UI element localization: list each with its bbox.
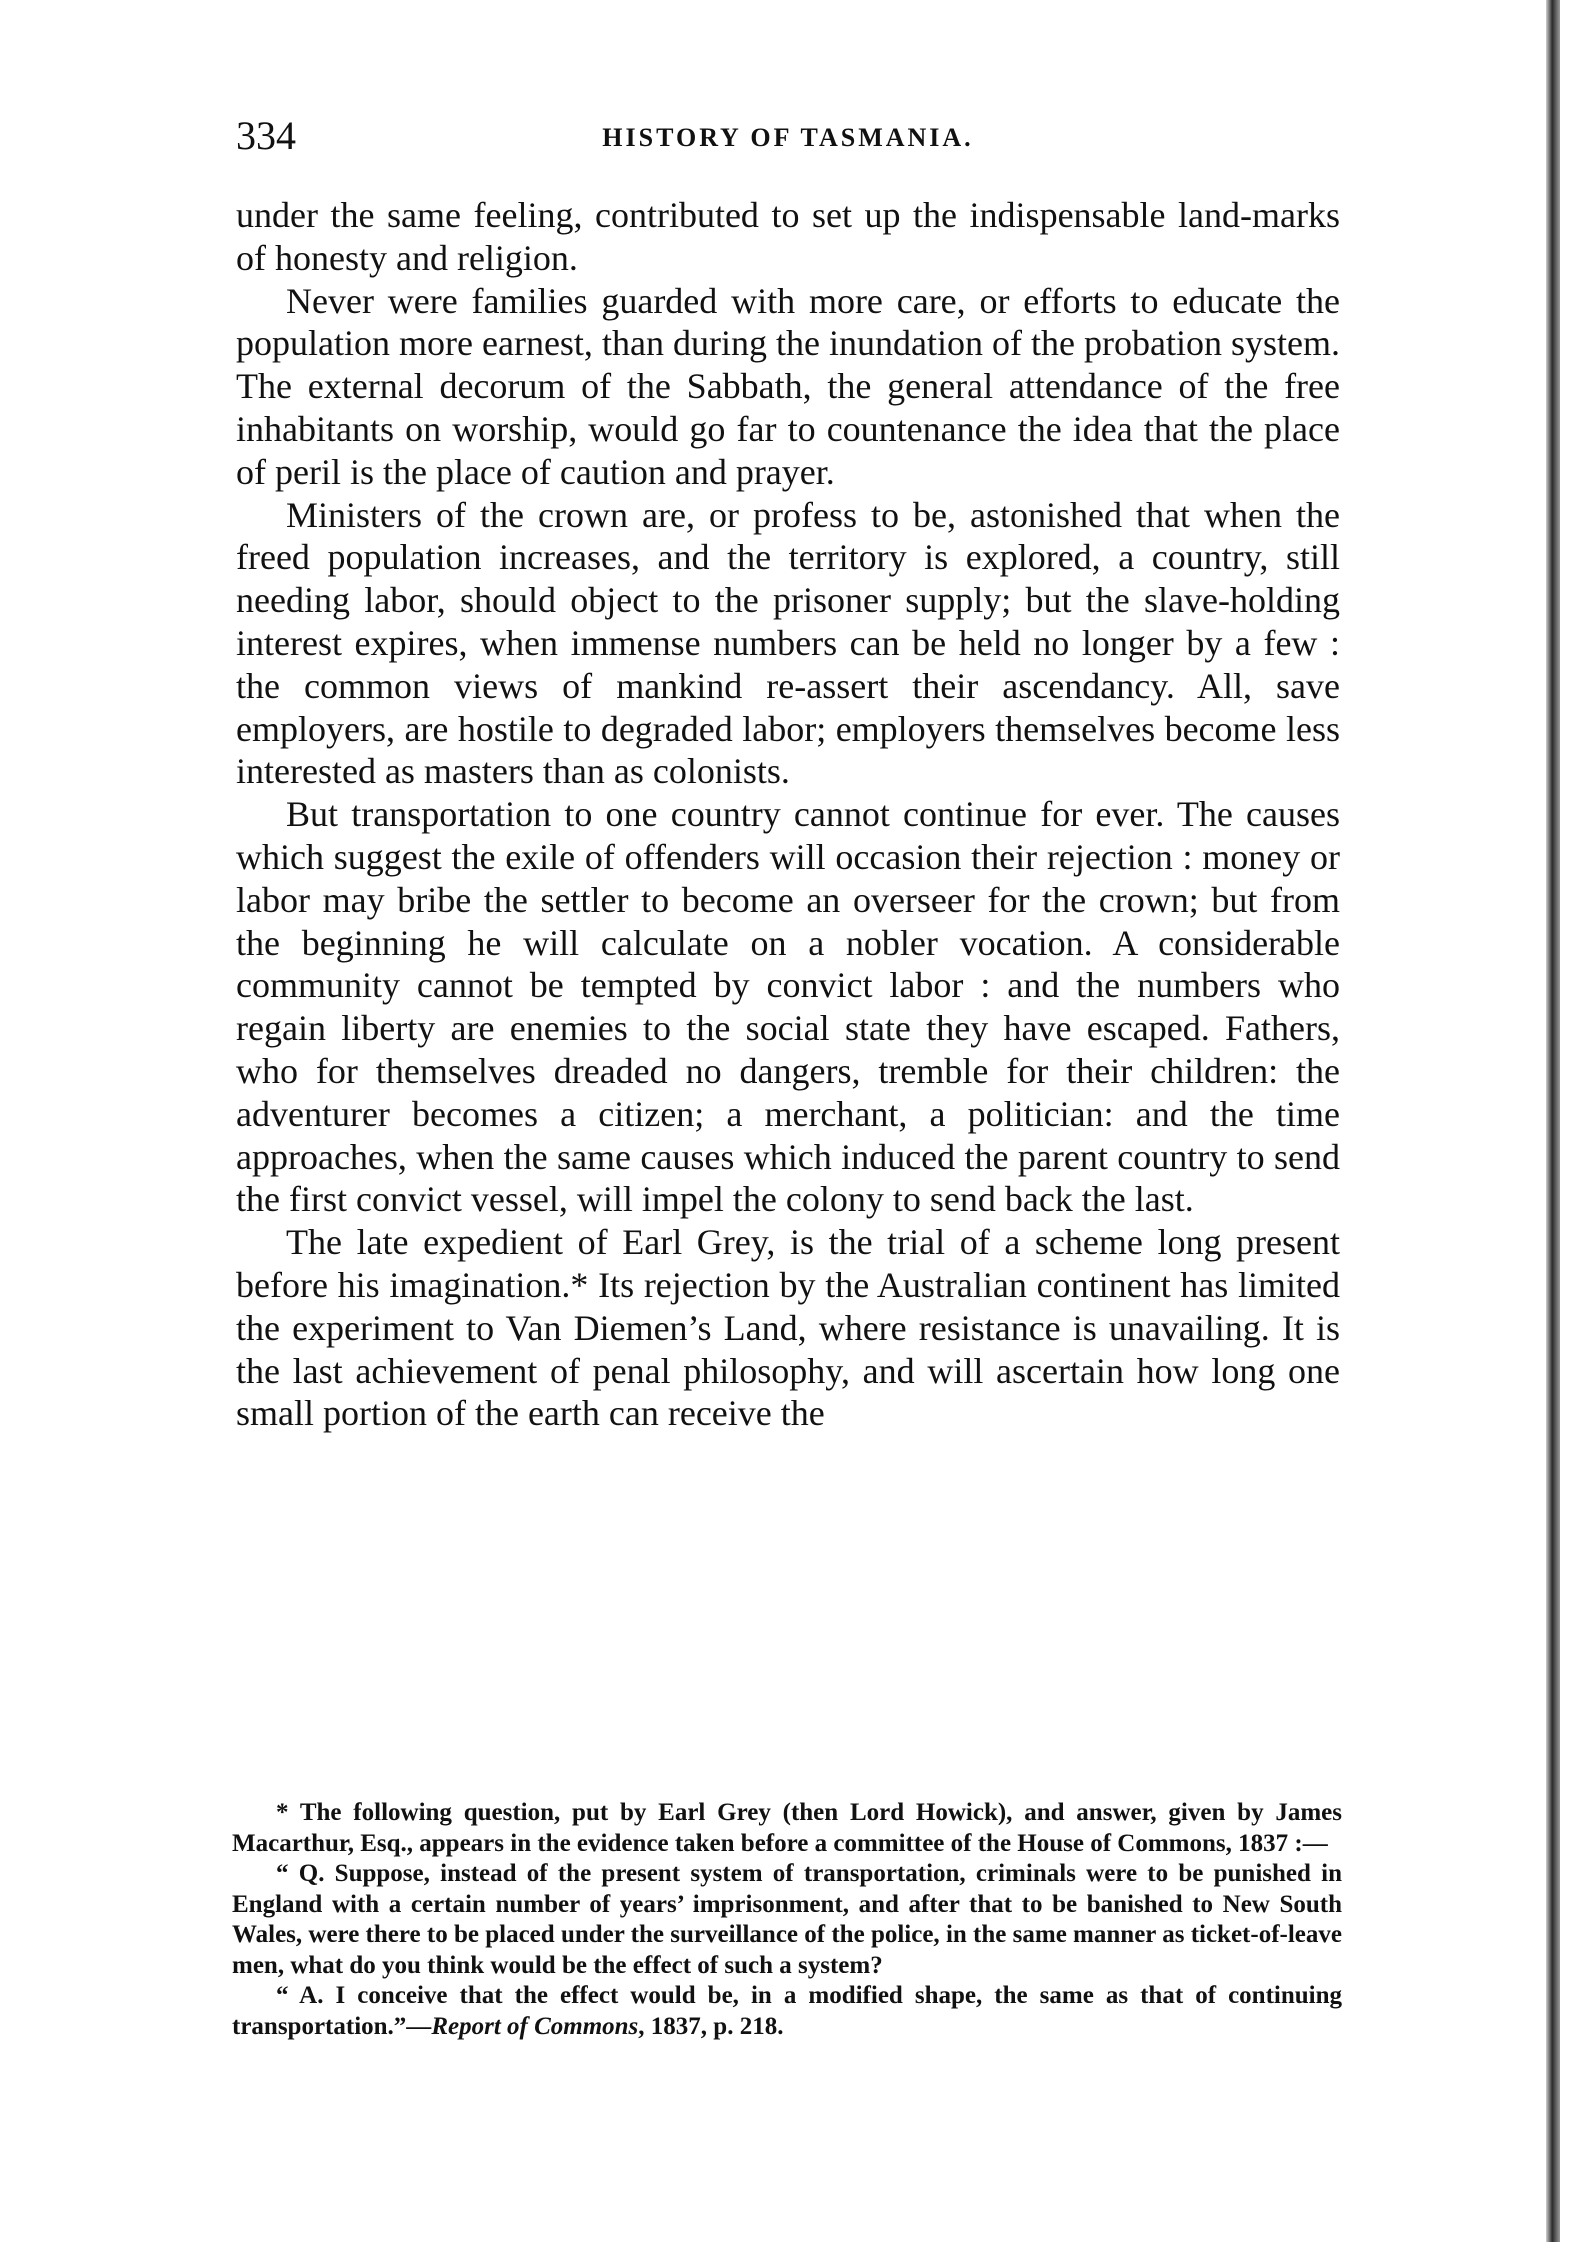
paragraph-continuation: under the same feeling, contributed to set up the indispensable land-marks of honesty and religion. [236, 195, 1340, 278]
page-number: 334 [236, 113, 296, 158]
footnote-intro: * The following question, put by Earl Grey (then Lord Howick), and answer, given by James Macarthur, Esq., appears in the evidence taken before a committee of the House of Commons, 1837 :— [232, 1799, 1342, 1857]
footnotes [232, 1798, 1342, 2042]
footnote-answer [232, 1981, 1342, 2042]
footnote-citation-rest: , 1837, p. 218. [638, 2012, 784, 2040]
paragraph: But transportation to one country cannot continue for ever. The causes which suggest the exile of offenders will occasion their rejection : money or labor may bribe the settler to become an overseer for the crown; but from the beginning he will calculate on a nobler vocation. A considerable community cannot be tempted by convict labor : and the numbers who regain liberty are enemies to the social state they have escaped. Fathers, who for themselves dreaded no dangers, tremble for their children: the adventurer becomes a citizen; a merchant, a politician: and the time approaches, when the same causes which induced the parent country to send the first convict vessel, will impel the colony to send back the last. [236, 794, 1340, 1220]
paragraph: The late expedient of Earl Grey, is the trial of a scheme long present before his imagination.* Its rejection by the Australian continent has limited the experiment to Van Diemen’s Land, where resistance is unavailing. It is the last achievement of penal philosophy, and will ascertain how long one small portion of the earth can receive the [236, 1222, 1340, 1434]
paragraph: Ministers of the crown are, or profess to be, astonished that when the freed population increases, and the territory is explored, a country, still needing labor, should object to the prisoner supply; but the slave-holding interest expires, when immense numbers can be held no longer by a few : the common views of mankind re-assert their ascendancy. All, save employers, are hostile to degraded labor; employers themselves become less interested as masters than as colonists. [236, 494, 1340, 792]
running-title: HISTORY OF TASMANIA. [602, 123, 974, 152]
body-text [236, 194, 1340, 1435]
footnote-answer-text: “ A. I conceive that the effect would be, in a modified shape, the same as that of continuing transportation.”— [232, 1982, 1342, 2040]
paragraph: Never were families guarded with more care, or efforts to educate the population more earnest, than during the inundation of the probation system. The external decorum of the Sabbath, the general attendance of the free inhabitants on worship, would go far to countenance the idea that the place of peril is the place of caution and prayer. [236, 280, 1340, 492]
footnote-question: “ Q. Suppose, instead of the present system of transportation, criminals were to be punished in England with a certain number of years’ imprisonment, and after that to be banished to New South Wales, were there to be placed under the surveillance of the police, in the same manner as ticket-of-leave men, what do you think would be the effect of such a system? [232, 1860, 1342, 1979]
footnote-citation-source: Report of Commons [431, 2012, 639, 2040]
running-head [236, 108, 1340, 164]
page-edge-shadow [1546, 0, 1560, 2242]
